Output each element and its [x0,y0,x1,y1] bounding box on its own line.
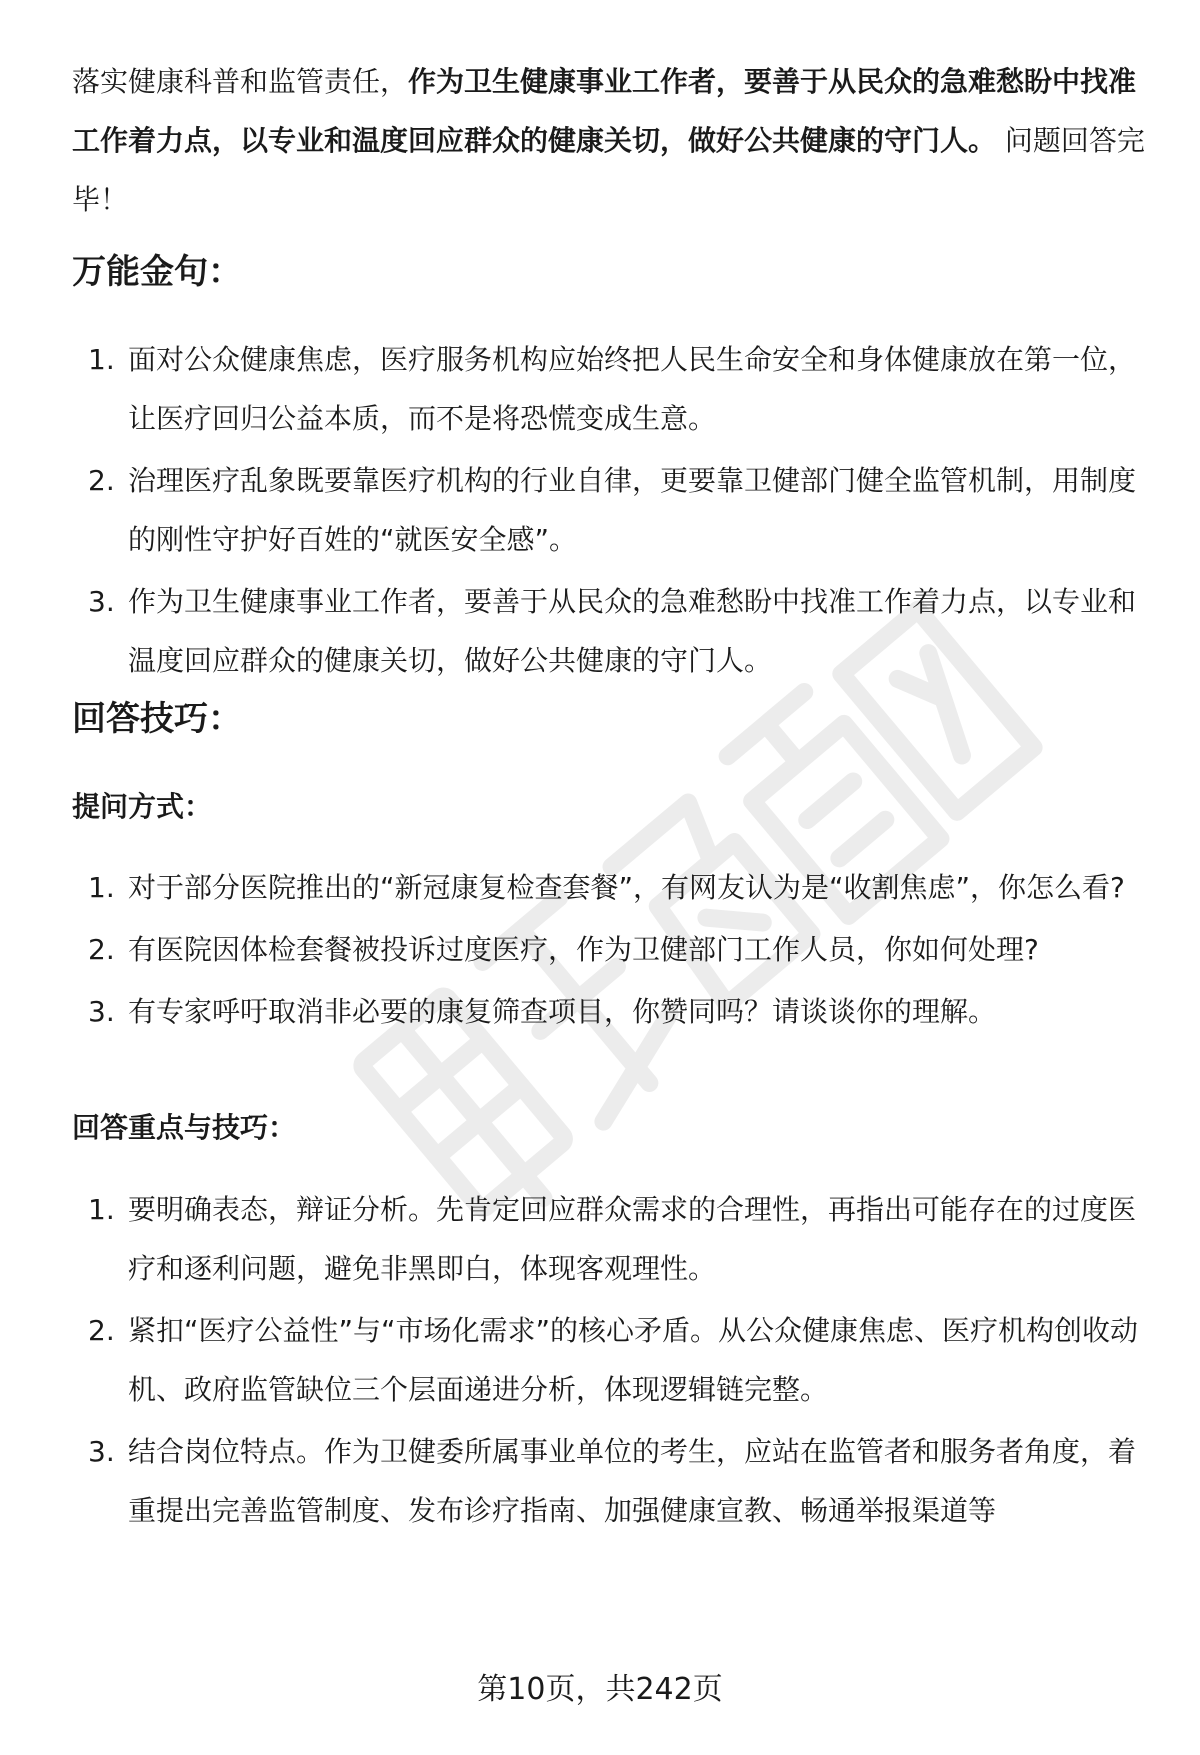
list-item [72,858,1152,917]
list-number: 2. [88,1314,115,1347]
list-item [72,1301,1152,1419]
list-item [72,572,1152,690]
list-text: 有专家呼吁取消非必要的康复筛查项目，你赞同吗？请谈谈你的理解。 [128,995,997,1028]
list-number: 3. [88,1435,115,1468]
list-number: 1. [88,343,115,376]
list-item [72,451,1152,569]
list-text: 治理医疗乱象既要靠医疗机构的行业自律，更要靠卫健部门健全监管机制，用制度的刚性守护好百姓的“就医安全感”。 [128,464,1137,556]
list-text: 作为卫生健康事业工作者，要善于从民众的急难愁盼中找准工作着力点，以专业和温度回应群众的健康关切，做好公共健康的守门人。 [128,585,1137,677]
intro-plain-start: 落实健康科普和监管责任， [72,65,409,98]
golden-sentence-list [72,330,1152,690]
list-item [72,1180,1152,1298]
list-text: 面对公众健康焦虑，医疗服务机构应始终把人民生命安全和身体健康放在第一位，让医疗回归公益本质，而不是将恐慌变成生意。 [128,343,1137,435]
list-number: 2. [88,464,115,497]
subsection-title-key-points: 回答重点与技巧： [72,1111,297,1144]
list-text: 对于部分医院推出的“新冠康复检查套餐”，有网友认为是“收割焦虑”，你怎么看? [128,871,1125,904]
intro-paragraph [72,52,1152,229]
intro-bold-text: 作为卫生健康事业工作者，要善于从民众的急难愁盼中找准工作着力点，以专业和温度回应群众的健康关切，做好公共健康的守门人。 [72,65,1137,157]
list-item [72,920,1152,979]
section-title-golden: 万能金句： [72,252,242,292]
list-text: 有医院因体检套餐被投诉过度医疗，作为卫健部门工作人员，你如何处理? [128,933,1039,966]
page-footer: 第10页，共242页 [477,1672,723,1707]
list-text: 结合岗位特点。作为卫健委所属事业单位的考生，应站在监管者和服务者角度，着重提出完善监管制度、发布诊疗指南、加强健康宣教、畅通举报渠道等 [128,1435,1137,1527]
key-points-list [72,1180,1152,1540]
list-number: 3. [88,995,115,1028]
list-text: 要明确表态，辩证分析。先肯定回应群众需求的合理性，再指出可能存在的过度医疗和逐利问题，避免非黑即白，体现客观理性。 [128,1193,1137,1285]
question-list [72,858,1152,1041]
list-item [72,330,1152,448]
section-title-skills: 回答技巧： [72,699,242,739]
subsection-title-questions: 提问方式： [72,790,213,823]
list-number: 2. [88,933,115,966]
list-number: 3. [88,585,115,618]
list-item [72,1422,1152,1540]
list-number: 1. [88,1193,115,1226]
intro-plain-end: 问题回答完毕！ [72,124,1145,216]
list-item [72,982,1152,1041]
list-text: 紧扣“医疗公益性”与“市场化需求”的核心矛盾。从公众健康焦虑、医疗机构创收动机、政府监管缺位三个层面递进分析，体现逻辑链完整。 [128,1314,1139,1406]
list-number: 1. [88,871,115,904]
